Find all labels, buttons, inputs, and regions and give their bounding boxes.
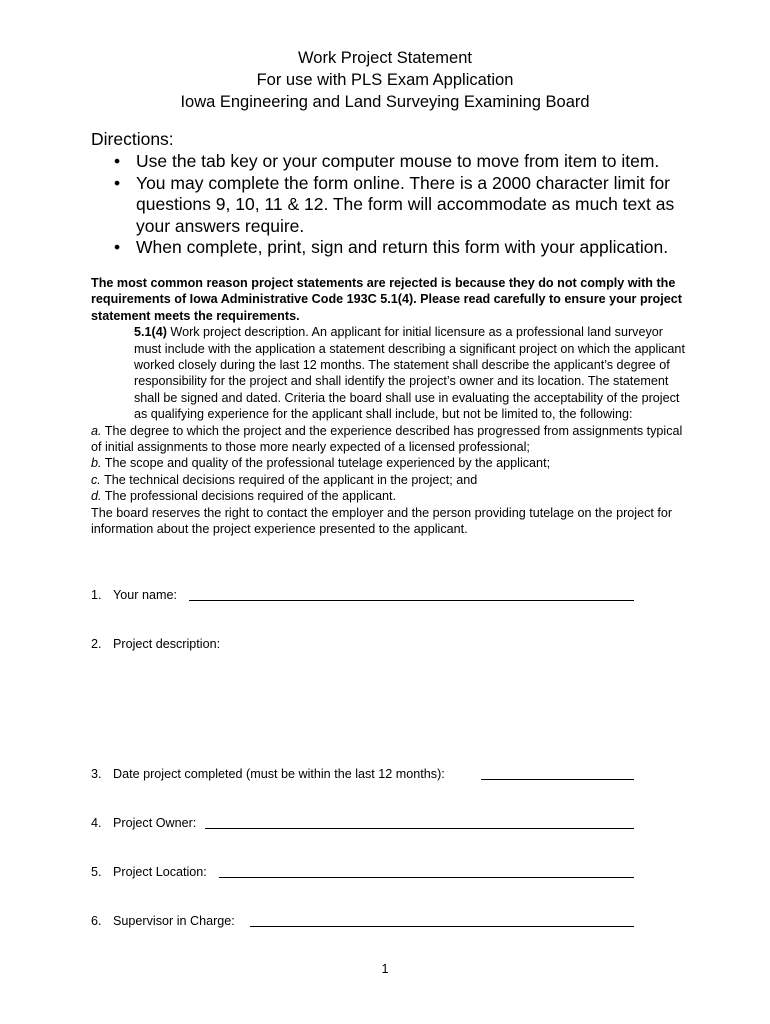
field-number: 5.	[91, 865, 102, 879]
directions-item-text: Use the tab key or your computer mouse to move from item to item.	[136, 151, 660, 171]
criterion-d	[91, 488, 691, 504]
criterion-text: The scope and quality of the professional tutelage experienced by the applicant;	[101, 456, 551, 471]
field-project-location	[91, 864, 207, 880]
criterion-letter: c.	[91, 472, 101, 487]
directions-list	[112, 151, 702, 259]
criterion-letter: a.	[91, 423, 102, 438]
directions-item-text: When complete, print, sign and return this form with your application.	[136, 237, 669, 257]
bullet-icon: •	[114, 172, 121, 193]
rejection-warning: The most common reason project statements are rejected is because they do not comply with the requirements of Iowa Administrative Code 193C 5.1(4). Please read carefully to ensure your project statement meets the requirements.	[91, 276, 682, 323]
criterion-text: The degree to which the project and the experience described has progressed from assignments typical of initial assignments to those more nearly expected of a licensed professional;	[91, 423, 683, 455]
rule-intro-text: Work project description. An applicant for initial licensure as a professional land surveyor must include with the application a statement describing a significant project on which the applicant worked closely during the last 12 months. The statement shall describe the applicant’s degree of responsibility for the project and shall identify the project’s owner and its location. The statement shall be signed and dated. Criteria the board shall use in evaluating the acceptability of the project as qualifying experience for the applicant shall include, but not be limited to, the following:	[134, 325, 685, 422]
field-number: 3.	[91, 767, 102, 781]
criterion-a	[91, 423, 691, 456]
field-number: 2.	[91, 637, 102, 651]
field-number: 4.	[91, 816, 102, 830]
your-name-input[interactable]	[189, 600, 634, 601]
supervisor-input[interactable]	[250, 926, 634, 927]
field-label: Date project completed (must be within the last 12 months):	[113, 767, 445, 781]
criterion-letter: b.	[91, 456, 102, 471]
criterion-b	[91, 455, 691, 471]
project-location-input[interactable]	[219, 877, 634, 878]
field-number: 1.	[91, 588, 102, 602]
bullet-icon: •	[114, 151, 121, 171]
criterion-c	[91, 472, 691, 488]
field-label[interactable]: Project description:	[113, 637, 221, 651]
criterion-text: The professional decisions required of the applicant.	[101, 489, 397, 504]
directions-item-text: You may complete the form online. There is a 2000 character limit for questions 9, 10, 11 & 12. The form will accommodate as much text as your answers require.	[136, 172, 675, 236]
directions-item	[112, 151, 702, 173]
field-label: Your name:	[113, 588, 177, 602]
field-date-completed	[91, 766, 445, 782]
field-label: Project Location:	[113, 865, 207, 879]
date-completed-input[interactable]	[481, 779, 634, 780]
rule-section	[91, 275, 691, 538]
criterion-text: The technical decisions required of the applicant in the project; and	[100, 472, 478, 487]
field-number: 6.	[91, 914, 102, 928]
field-label: Supervisor in Charge:	[113, 914, 235, 928]
bullet-icon: •	[114, 237, 121, 257]
directions-item	[112, 237, 702, 259]
field-supervisor	[91, 913, 235, 929]
document-subtitle: For use with PLS Exam Application	[256, 71, 514, 89]
page-number: 1	[381, 962, 389, 976]
field-label: Project Owner:	[113, 816, 197, 830]
directions-item	[112, 173, 702, 238]
rule-closing: The board reserves the right to contact the employer and the person providing tutelage on the project for information about the project experience presented to the applicant.	[91, 505, 673, 537]
document-title: Work Project Statement	[298, 49, 472, 67]
directions-heading: Directions:	[91, 129, 174, 149]
field-project-description	[91, 636, 636, 762]
rule-code-ref: 5.1(4)	[134, 325, 167, 340]
board-name: Iowa Engineering and Land Surveying Examining Board	[180, 93, 590, 111]
field-project-owner	[91, 815, 196, 831]
criterion-letter: d.	[91, 489, 102, 504]
project-owner-input[interactable]	[205, 828, 634, 829]
field-your-name	[91, 587, 177, 603]
rule-intro	[91, 324, 691, 422]
